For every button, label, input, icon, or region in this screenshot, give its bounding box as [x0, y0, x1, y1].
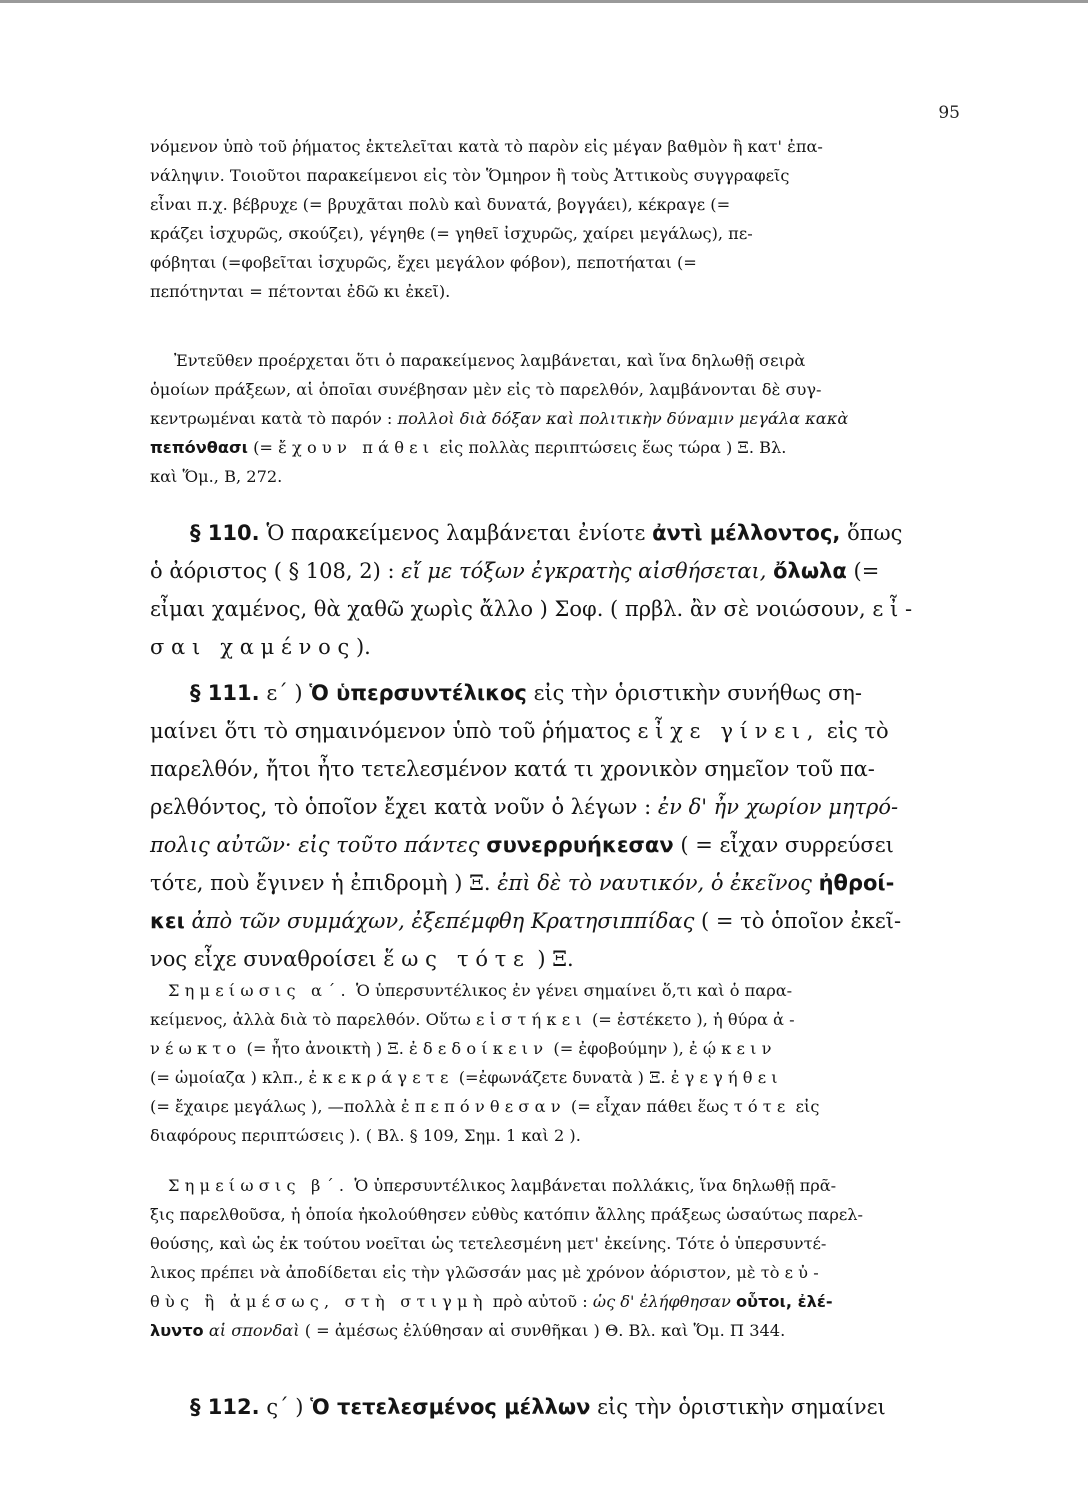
spaced-gloss: ἐκεκράγετε: [308, 1068, 454, 1087]
section-mark: § 112.: [190, 1395, 260, 1419]
text-run: (=: [253, 438, 273, 457]
text-line: νόμενον ὑπὸ τοῦ ῥήματος ἐκτελεῖται κατὰ τὸ παρὸν εἰς μέγαν βαθμὸν ἢ κατ' ἐπα-: [150, 137, 823, 156]
text-line: [150, 1258, 950, 1287]
quote-text: ὡς δ' ἐλήφθησαν: [592, 1292, 731, 1311]
section-110: [150, 514, 950, 666]
bold-term: κει: [150, 909, 185, 933]
text-run: ).: [355, 635, 371, 659]
text-run: ς΄ ): [266, 1395, 304, 1419]
text-line: [150, 433, 950, 462]
bold-term: ἀντὶ μέλλοντος,: [652, 521, 841, 545]
spaced-gloss: ἐῴκειν: [688, 1039, 777, 1058]
text-line: φόβηται (=φοβεῖται ἰσχυρῶς, ἔχει μεγάλον φόβον), πεποτήαται (=: [150, 253, 697, 272]
text-run: ὁ ἀόριστος ( § 108, 2) :: [150, 559, 395, 583]
page-number: 95: [938, 103, 960, 123]
paragraph-2: [150, 346, 950, 491]
text-line: [150, 788, 950, 826]
spaced-gloss: ἐδεδοίκειν: [409, 1039, 549, 1058]
text-run: κείμενος, ἀλλὰ διὰ τὸ παρελθόν. Οὕτω: [150, 1010, 471, 1029]
text-run: ὅπως: [847, 521, 903, 545]
text-line: Ἐντεῦθεν προέρχεται ὅτι ὁ παρακείμενος λαμβάνεται, καὶ ἵνα δηλωθῇ σειρὰ: [174, 351, 806, 370]
text-run: εἶμαι χαμένος, θὰ χαθῶ χωρὶς ἄλλο ) Σοφ. ( πρβλ. ἂν σὲ νοιώσουν,: [150, 597, 866, 621]
text-line: διαφόρους περιπτώσεις ). ( Βλ. § 109, Σημ. 1 καὶ 2 ).: [150, 1126, 581, 1145]
text-line: εἶναι π.χ. βέβρυχε (= βρυχᾶται πολὺ καὶ δυνατά, βογγάει), κέκραγε (=: [150, 195, 731, 214]
text-line: θούσης, καὶ ὡς ἐκ τούτου νοεῖται ὡς τετελεσμένη μετ' ἐκείνης. Τότε ὁ ὑπερσυντέ-: [150, 1234, 827, 1253]
text-line: [150, 628, 950, 666]
text-line: παρελθόν, ἤτοι ἦτο τετελεσμένον κατά τι χρονικὸν σημεῖον τοῦ πα-: [150, 757, 875, 781]
text-run: ) Ξ.: [537, 947, 574, 971]
bold-term: ἠθροί-: [818, 871, 895, 895]
quote-text: αἱ σπονδαὶ: [208, 1321, 300, 1340]
text-line: [150, 1171, 950, 1200]
text-run: εἰς τὸ: [826, 719, 889, 743]
text-line: καὶ Ὅμ., Β, 272.: [150, 467, 283, 486]
note-a: [150, 976, 950, 1150]
text-line: [150, 674, 950, 712]
text-run: ( = ἀμέσως ἐλύθησαν αἱ συνθῆκαι ) Θ. Βλ. καὶ Ὅμ. Π 344.: [304, 1321, 786, 1340]
text-run: εἰς τὴν ὁριστικὴν σημαίνει: [597, 1395, 886, 1419]
text-run: νος εἶχε συναθροίσει: [150, 947, 377, 971]
text-line: [150, 1287, 950, 1316]
text-run: (= εἶχαν πάθει ἕως: [570, 1097, 729, 1116]
section-mark: § 110.: [190, 521, 260, 545]
text-run: εἰς πολλὰς περιπτώσεις ἕως τώρα ) Ξ. Βλ.: [439, 438, 787, 457]
text-run: τότε, ποὺ ἔγινεν ἡ ἐπιδρομὴ ) Ξ.: [150, 871, 491, 895]
text-line: κράζει ἰσχυρῶς, σκούζει), γέγηθε (= γηθεῖ ἰσχυρῶς, χαίρει μεγάλως), πε-: [150, 224, 753, 243]
text-line: [150, 1005, 950, 1034]
text-run: (= ἔχαιρε μεγάλως ), —πολλὰ: [150, 1097, 396, 1116]
spaced-gloss: τότε: [733, 1097, 791, 1116]
spaced-gloss: θὺς ἢ ἀμέσως, στὴ στιγμὴ: [150, 1292, 488, 1311]
section-111: [150, 674, 950, 978]
text-line: [150, 1092, 950, 1121]
text-run: Ὁ παρακείμενος λαμβάνεται ἐνίοτε: [266, 521, 646, 545]
text-line: [150, 976, 950, 1005]
text-run: (= ἐφοβούμην ),: [553, 1039, 684, 1058]
text-run: λικος πρέπει νὰ ἀποδίδεται εἰς τὴν γλῶσσάν μας μὲ χρόνον ἀόριστον, μὲ τὸ: [150, 1263, 780, 1282]
paragraph-1: [150, 132, 950, 306]
text-line: [150, 712, 950, 750]
note-label: Σημείωσις α΄.: [168, 981, 351, 1000]
bold-term: οὗτοι, ἐλέ-: [736, 1292, 833, 1311]
quote-text: πολλοὶ διὰ δόξαν καὶ πολιτικὴν δύναμιν μεγάλα κακὰ: [397, 409, 849, 428]
spaced-gloss: ἐγεγήθει: [670, 1068, 783, 1087]
text-run: εἰς: [795, 1097, 820, 1116]
note-label: Σημείωσις β΄.: [168, 1176, 350, 1195]
quote-text: εἴ με τόξων ἐγκρατὴς αἰσθήσεται,: [401, 559, 767, 583]
bold-term: λυντο: [150, 1321, 204, 1340]
quote-text: ἐπὶ δὲ τὸ ναυτικόν, ὁ ἐκεῖνος: [497, 871, 812, 895]
spaced-gloss: ἐπεπόνθεσαν: [400, 1097, 566, 1116]
quote-text: πολις αὐτῶν· εἰς τοῦτο πάντες: [150, 833, 480, 857]
text-run: εἰς τὴν ὁριστικὴν συνήθως ση-: [533, 681, 862, 705]
text-line: ὁμοίων πράξεων, αἱ ὁποῖαι συνέβησαν μὲν εἰς τὸ παρελθόν, λαμβάνονται δὲ συγ-: [150, 380, 822, 399]
quote-text: ἐν δ' ἦν χωρίον μητρό-: [657, 795, 899, 819]
text-run: (= ἐστέκετο ), ἡ θύρα: [591, 1010, 768, 1029]
spaced-gloss: σαι χαμένος: [150, 635, 356, 659]
bold-term: συνερρυήκεσαν: [486, 833, 674, 857]
text-line: [150, 514, 950, 552]
quote-text: ἀπὸ τῶν συμμάχων, ἐξεπέμφθη Κρατησιππίδας: [191, 909, 695, 933]
spaced-gloss: ἔχουν πάθει: [278, 438, 435, 457]
text-line: [150, 404, 950, 433]
text-run: ρελθόντος, τὸ ὁποῖον ἔχει κατὰ νοῦν ὁ λέγων :: [150, 795, 652, 819]
text-line: [150, 864, 950, 902]
text-line: [150, 552, 950, 590]
spaced-gloss: εἶ-: [872, 597, 919, 621]
bold-term: Ὁ ὑπερσυντέλικος: [309, 681, 527, 705]
text-run: (= ὡμοίαζα ) κλπ.,: [150, 1068, 304, 1087]
text-line: ξις παρελθοῦσα, ἡ ὁποία ἠκολούθησεν εὐθὺς κατόπιν ἄλλης πράξεως ὡσαύτως παρελ-: [150, 1205, 863, 1224]
spaced-gloss: εἶχε γίνει,: [637, 719, 821, 743]
text-run: πρὸ αὐτοῦ :: [492, 1292, 588, 1311]
text-run: ( = εἶχαν συρρεύσει: [680, 833, 894, 857]
bold-term: Ὁ τετελεσμένος μέλλων: [310, 1395, 591, 1419]
spaced-gloss: εἱστήκει: [476, 1010, 587, 1029]
text-run: ( = τὸ ὁποῖον ἐκεῖ-: [701, 909, 902, 933]
text-run: μαίνει ὅτι τὸ σημαινόμενον ὑπὸ τοῦ ῥήματος: [150, 719, 631, 743]
section-mark: § 111.: [190, 681, 260, 705]
text-run: Ὁ ὑπερσυντέλικος λαμβάνεται πολλάκις, ἵνα δηλωθῇ πρᾶ-: [354, 1176, 837, 1195]
text-run: (= ἦτο ἀνοικτὴ ) Ξ.: [246, 1039, 404, 1058]
top-scan-edge: [0, 0, 1088, 3]
text-line: [150, 1388, 950, 1426]
spaced-gloss: ἀ-: [773, 1010, 800, 1029]
text-line: [150, 1316, 950, 1345]
text-run: Ὁ ὑπερσυντέλικος ἐν γένει σημαίνει ὅ,τι καὶ ὁ παρα-: [355, 981, 793, 1000]
text-run: (=ἐφωνάζετε δυνατὰ ) Ξ.: [458, 1068, 666, 1087]
spaced-gloss: ἕως τότε: [383, 947, 531, 971]
text-line: [150, 590, 950, 628]
text-line: [150, 1034, 950, 1063]
text-line: νάληψιν. Τοιοῦτοι παρακείμενοι εἰς τὸν Ὅμηρον ἢ τοὺς Ἀττικοὺς συγγραφεῖς: [150, 166, 790, 185]
text-line: [150, 902, 950, 940]
bold-term: ὄλωλα: [773, 559, 847, 583]
section-112: [150, 1388, 950, 1426]
text-run: (=: [853, 559, 880, 583]
text-line: [150, 940, 950, 978]
text-line: [150, 826, 950, 864]
spaced-gloss: νέωκτο: [150, 1039, 242, 1058]
text-run: κεντρωμέναι κατὰ τὸ παρόν :: [150, 409, 393, 428]
text-run: ε΄ ): [266, 681, 303, 705]
text-line: πεπότηνται = πέτονται ἐδῶ κι ἐκεῖ).: [150, 282, 451, 301]
note-b: [150, 1171, 950, 1345]
bold-term: πεπόνθασι: [150, 438, 248, 457]
spaced-gloss: εὐ-: [784, 1263, 824, 1282]
text-line: [150, 1063, 950, 1092]
